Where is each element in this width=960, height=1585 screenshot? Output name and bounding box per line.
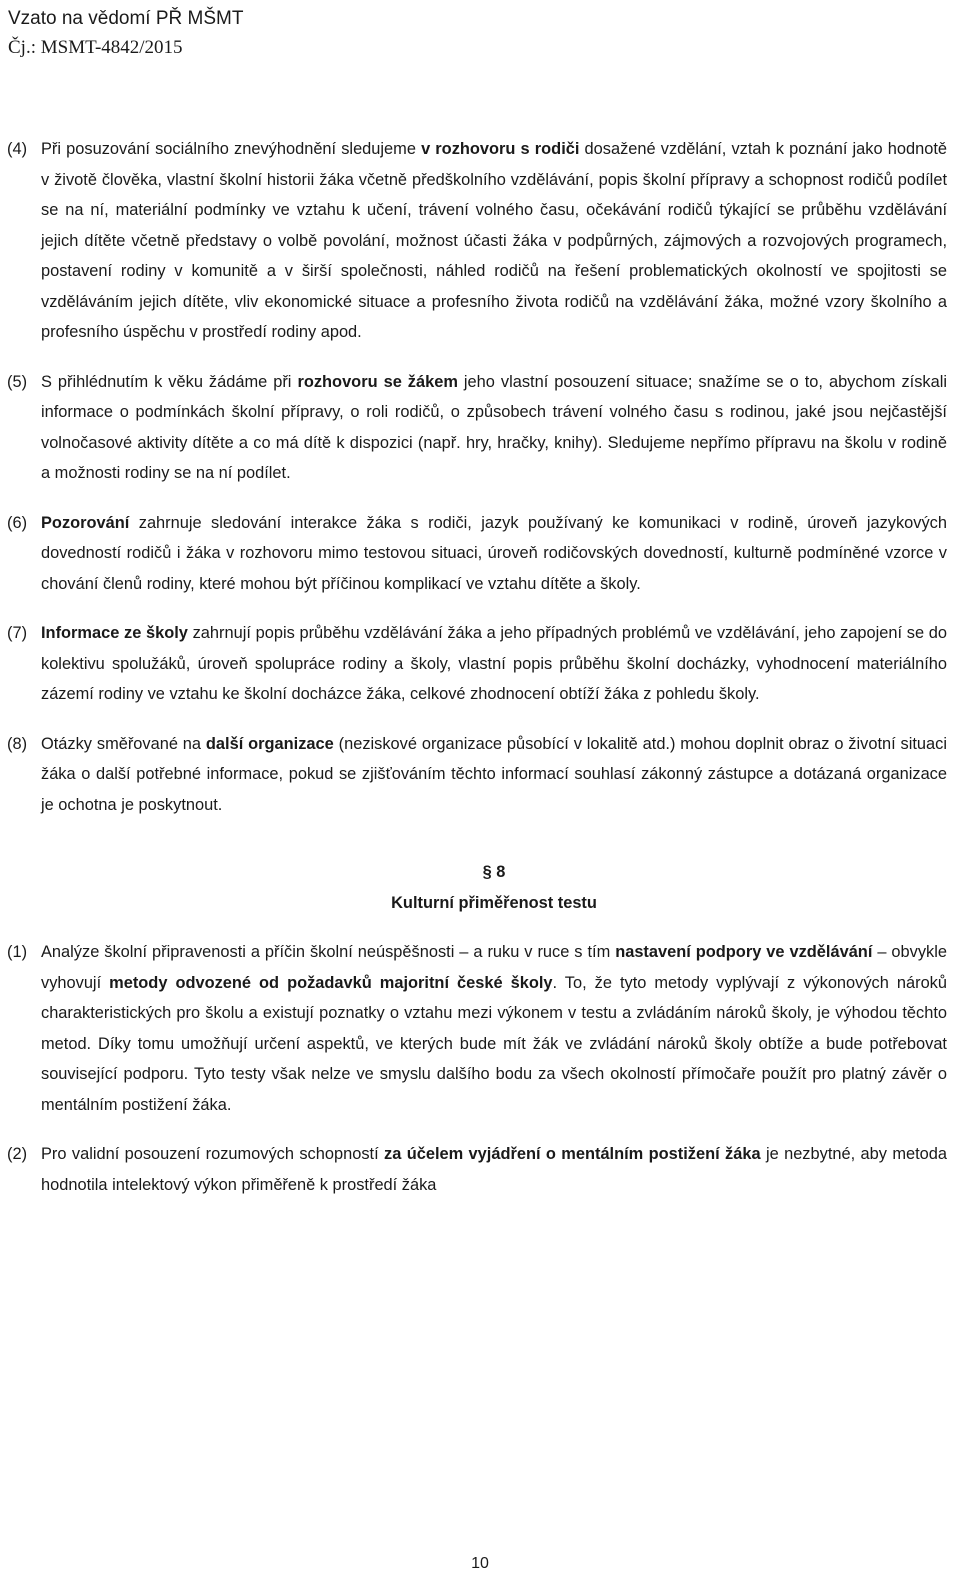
paragraph-text	[41, 1139, 947, 1200]
paragraph	[7, 618, 947, 710]
text-run: zahrnuje sledování interakce žáka s rodiči, jazyk používaný ke komunikaci v rodině, úroveň jazykových dovedností rodičů i žáka v rozhovoru mimo testovou situaci, úroveň rodičovských dovedností, kulturně podmíněné vzorce v chování členů rodiny, které mohou být příčinou komplikací ve vztahu dítěte a školy.	[41, 513, 947, 593]
bold-text-run: Informace ze školy	[41, 624, 188, 642]
section-number: § 8	[482, 863, 506, 881]
text-run: . To, že tyto metody vyplývají z výkonových nároků charakteristických pro školu a existují poznatky o vztahu mezi výkonem v testu a zvládáním nároků školy, je výhodou těchto metod. Díky tomu umožňují určení aspektů, ve kterých bude mít žák ve zvládání nároků školy obtíže a bude potřebovat související podporu. Tyto testy však nelze ve smyslu dalšího bodu za všech okolností přímočaře použít pro platný závěr o mentálním postižení žáka.	[41, 973, 947, 1114]
text-run: – obvykle vyhovují	[41, 943, 948, 992]
paragraph-text	[41, 134, 947, 348]
paragraph-number: (2)	[7, 1145, 28, 1163]
text-run: Pro validní posouzení rozumových schopností	[41, 1145, 385, 1163]
text-run: Otázky směřované na	[41, 734, 206, 753]
paragraph-number: (7)	[7, 624, 28, 642]
paragraph	[7, 508, 947, 600]
paragraph	[7, 1139, 947, 1200]
text-run: zahrnují popis průběhu vzdělávání žáka a jeho případných problémů ve vzdělávání, jeho zapojení se do kolektivu spolužáků, úroveň spolupráce rodiny a školy, vlastní popis průběhu školní docházky, vyhodnocení materiálního zázemí rodiny ve vztahu ke školní docházce žáka, celkové zhodnocení obtíží žáka z pohledu školy.	[41, 624, 947, 703]
paragraph-text	[41, 367, 947, 489]
bold-text-run: rozhovoru se žákem	[297, 372, 458, 391]
paragraph-text	[41, 729, 947, 821]
text-run: (neziskové organizace působící v lokalitě atd.) mohou doplnit obraz o životní situaci žáka o další potřebné informace, pokud se zjišťováním těchto informací souhlasí zákonný zástupce a dotázaná organizace je ochotna je poskytnout.	[41, 734, 947, 814]
document-body	[7, 134, 947, 1200]
document-header	[8, 4, 243, 62]
paragraph-number: (8)	[7, 734, 28, 753]
paragraph	[7, 937, 947, 1120]
section-heading	[41, 857, 947, 918]
paragraph-number: (6)	[7, 513, 28, 532]
text-run: Analýze školní připravenosti a příčin školní neúspěšnosti – a ruku v ruce s tím	[41, 943, 616, 961]
text-run: S přihlédnutím k věku žádáme při	[41, 372, 298, 391]
paragraph-number: (1)	[7, 943, 28, 961]
paragraph-text	[41, 508, 947, 600]
paragraph	[7, 134, 947, 348]
bold-text-run: za účelem vyjádření o mentálním postižení žáka	[384, 1145, 761, 1163]
header-line-1: Vzato na vědomí PŘ MŠMT	[8, 8, 244, 29]
bold-text-run: Pozorování	[41, 513, 130, 532]
bold-text-run: nastavení podpory ve vzdělávání	[615, 943, 873, 961]
text-run: je nezbytné, aby metoda hodnotila intelektový výkon přiměřeně k prostředí žáka	[41, 1145, 947, 1194]
header-line-2: Čj.: MSMT-4842/2015	[8, 37, 183, 58]
bold-text-run: metody odvozené od požadavků majoritní české školy	[109, 973, 553, 992]
text-run: jeho vlastní posouzení situace; snažíme se o to, abychom získali informace o podmínkách školní přípravy, o roli rodičů, o způsobech trávení volného času s rodinou, jaké jsou nejčastější volnočasové aktivity dítěte a co má dítě k dispozici (např. hry, hračky, knihy). Sledujeme nepřímo přípravu na školu v rodině a možnosti rodiny se na ní podílet.	[41, 372, 947, 482]
paragraph-text	[41, 618, 947, 710]
page-number: 10	[471, 1555, 489, 1572]
bold-text-run: v rozhovoru s rodiči	[421, 140, 580, 158]
paragraph	[7, 729, 947, 821]
paragraph-number: (5)	[7, 372, 28, 391]
section-paragraph-list	[7, 937, 947, 1200]
paragraph-number: (4)	[7, 140, 28, 158]
section-title: Kulturní přiměřenost testu	[391, 893, 597, 912]
text-run: dosažené vzdělání, vztah k poznání jako hodnotě v životě člověka, vlastní školní historii žáka včetně předškolního vzdělávání, popis školní přípravy a schopnost rodičů podílet se na ní, materiální podmínky ve vztahu k učení, trávení volného času, očekávání rodičů týkající se průběhu vzdělávání jejich dítěte včetně představy o volbě povolání, možnost účasti žáka v podpůrných, zájmových a rozvojových programech, postavení rodiny v komunitě a v širší společnosti, náhled rodičů na řešení problematických okolností ve spojitosti se vzděláváním jejich dítěte, vliv ekonomické situace a profesního života rodičů na vzdělávání žáka, možné vzory školního a profesního úspěchu v prostředí rodiny apod.	[41, 140, 947, 341]
paragraph-text	[41, 937, 947, 1120]
text-run: Při posuzování sociálního znevýhodnění sledujeme	[41, 140, 422, 158]
paragraph	[7, 367, 947, 489]
bold-text-run: další organizace	[205, 734, 334, 753]
paragraph-list	[7, 134, 947, 820]
